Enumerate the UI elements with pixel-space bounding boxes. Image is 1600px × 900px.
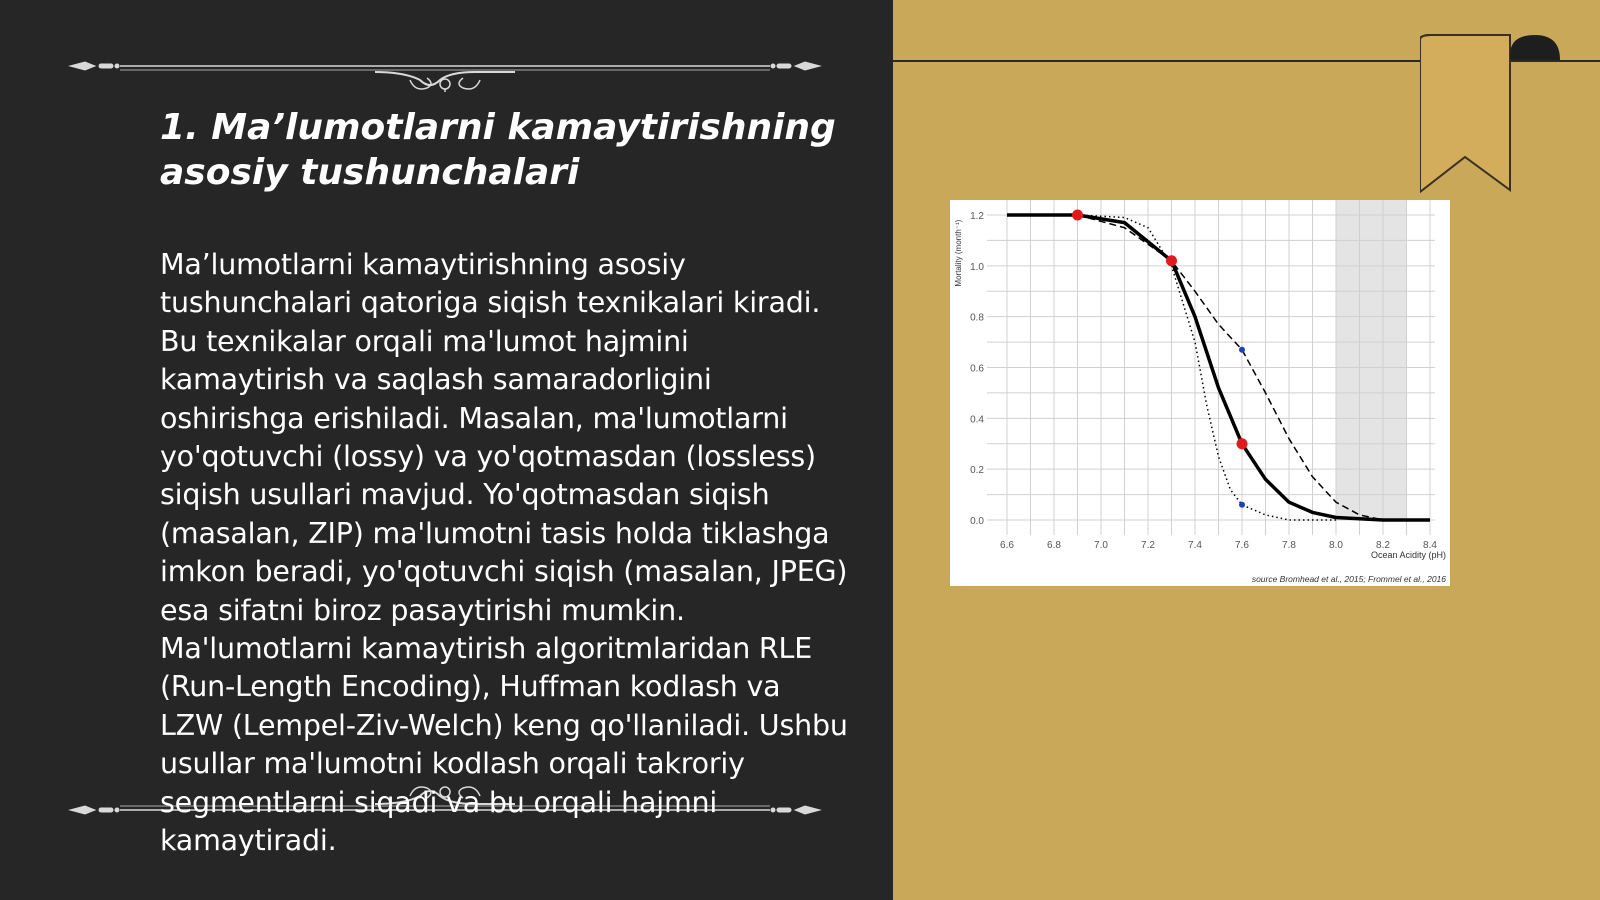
y-tick-label: 0.4	[970, 414, 984, 426]
mortality-chart	[950, 200, 1450, 586]
slide-title: 1. Ma’lumotlarni kamaytirishning asosiy tushunchalari	[160, 107, 836, 193]
y-tick-label: 0.8	[970, 312, 984, 324]
x-tick-label: 7.8	[1282, 540, 1296, 551]
x-axis-label: Ocean Acidity (pH)	[1370, 550, 1446, 560]
data-point-blue	[1239, 502, 1245, 508]
x-tick-label: 8.0	[1329, 540, 1343, 551]
data-point-red	[1072, 210, 1083, 221]
top-ornament	[65, 42, 825, 92]
x-tick-label: 7.4	[1188, 540, 1202, 551]
x-tick-label: 6.6	[1000, 540, 1014, 551]
y-tick-label: 0.6	[970, 363, 984, 375]
y-tick-label: 0.2	[970, 465, 984, 477]
y-axis-label: Mortality (month⁻¹)	[954, 219, 963, 287]
x-tick-label: 6.8	[1047, 540, 1061, 551]
x-tick-label: 7.2	[1141, 540, 1155, 551]
slide-body-text: Ma’lumotlarni kamaytirishning asosiy tushunchalari qatoriga siqish texnikalari kiradi. Bu texnikalar orqali ma'lumot hajmini kamaytirish va saqlash samaradorligini oshirishga erishiladi. Masalan, ma'lumotlarni yo'qotuvchi (lossy) va yo'qotmasdan (lossless) siqish usullari mavjud. Yo'qotmasdan siqish (masalan, ZIP) ma'lumotni tasis holda tiklashga imkon beradi, yo'qotuvchi siqish (masalan, JPEG) esa sifatni biroz pasaytirishi mumkin. Ma'lumotlarni kamaytirish algoritmlaridan RLE (Run-Length Encoding), Huffman kodlash va LZW (Lempel-Ziv-Welch) keng qo'llaniladi. Ushbu usullar ma'lumotni kodlash orqali takroriy segmentlarni siqadi va bu orqali hajmni kamaytiradi.	[160, 248, 848, 858]
y-tick-label: 1.0	[970, 261, 984, 273]
x-tick-label: 8.4	[1423, 540, 1437, 551]
x-tick-label: 7.6	[1235, 540, 1249, 551]
data-point-red	[1166, 255, 1177, 266]
data-point-red	[1237, 438, 1248, 449]
chart-svg	[950, 200, 1450, 586]
chart-source: source Bromhead et al., 2015; Frommel et al., 2016	[1251, 574, 1446, 584]
data-point-blue	[1239, 347, 1245, 353]
bookmark-ribbon-icon	[1420, 30, 1600, 200]
x-tick-label: 7.0	[1094, 540, 1108, 551]
y-tick-label: 1.2	[970, 211, 984, 222]
x-tick-label: 8.2	[1376, 540, 1390, 551]
shaded-region	[1336, 200, 1407, 520]
y-tick-label: 0.0	[970, 516, 984, 527]
